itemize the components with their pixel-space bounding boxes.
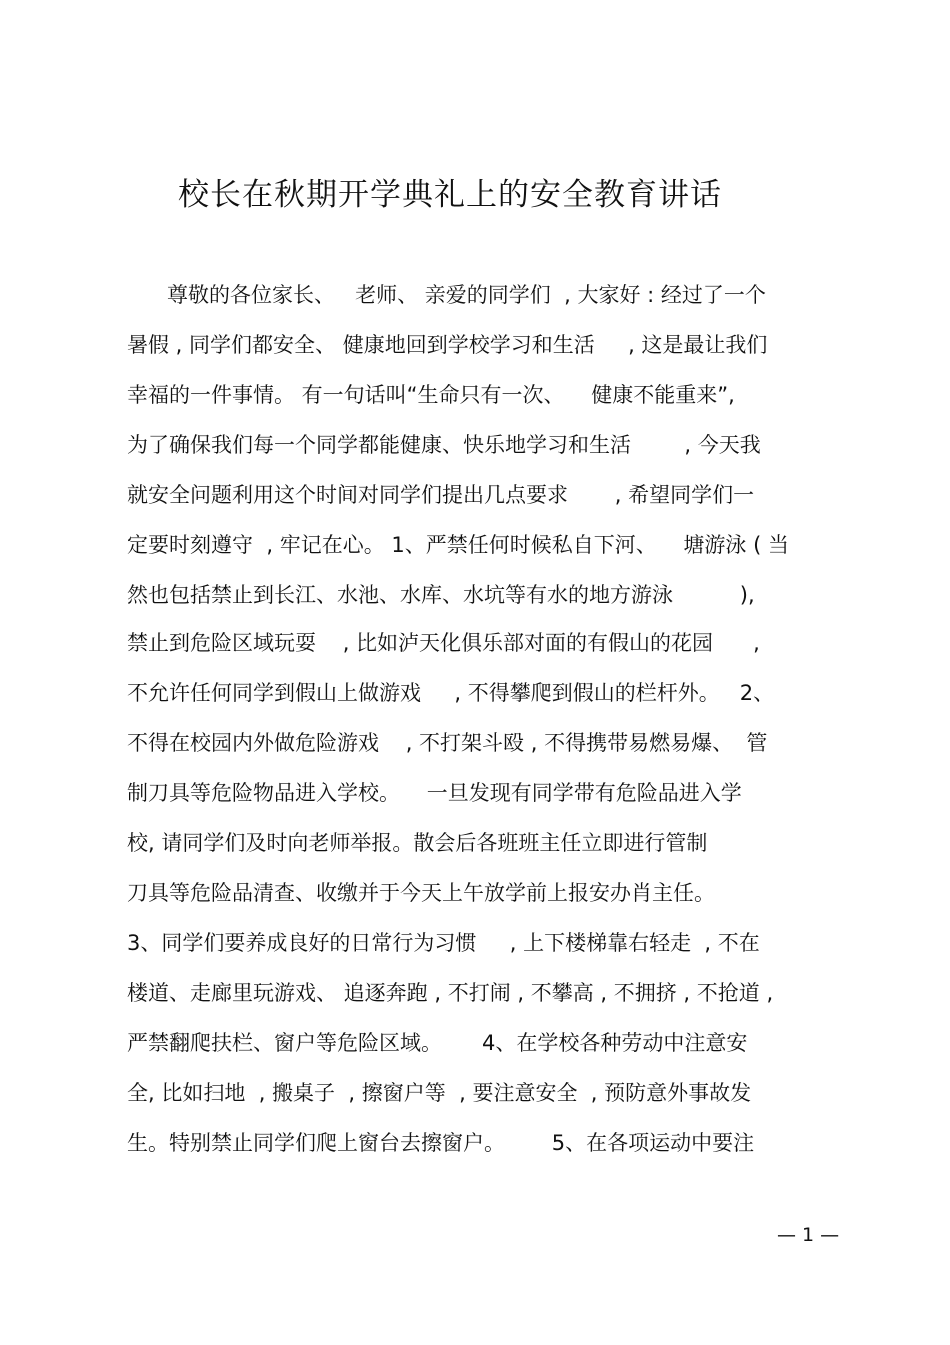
body-line-12: 校, 请同学们及时向老师举报。散会后各班班主任立即进行管制 <box>127 831 708 855</box>
body-line-15: 楼道、走廊里玩游戏、 追逐奔跑 , 不打闹 , 不攀高 , 不拥挤 , 不抢道 , <box>127 981 774 1005</box>
body-line-5: 就安全问题利用这个时间对同学们提出几点要求 , 希望同学们一 <box>127 483 755 507</box>
page-number: — 1 — <box>777 1224 840 1246</box>
body-line-10: 不得在校园内外做危险游戏 , 不打架斗殴 , 不得携带易燃易爆、 管 <box>127 731 768 755</box>
body-line-6: 定要时刻遵守 , 牢记在心。 1、严禁任何时候私自下河、 塘游泳 ( 当 <box>127 533 789 557</box>
body-line-7: 然也包括禁止到长江、水池、水库、水坑等有水的地方游泳 ), <box>127 583 755 607</box>
body-line-4: 为了确保我们每一个同学都能健康、快乐地学习和生活 , 今天我 <box>127 433 761 457</box>
body-line-11: 制刀具等危险物品进入学校。 一旦发现有同学带有危险品进入学 <box>127 781 742 805</box>
body-line-14: 3、同学们要养成良好的日常行为习惯 , 上下楼梯靠右轻走 , 不在 <box>127 931 760 955</box>
body-line-13: 刀具等危险品清查、收缴并于今天上午放学前上报安办肖主任。 <box>127 881 715 905</box>
body-line-16: 严禁翻爬扶栏、窗户等危险区域。 4、在学校各种劳动中注意安 <box>127 1031 748 1055</box>
body-line-17: 全, 比如扫地 , 搬桌子 , 擦窗户等 , 要注意安全 , 预防意外事故发 <box>127 1081 752 1105</box>
body-line-18: 生。特别禁止同学们爬上窗台去擦窗户。 5、在各项运动中要注 <box>127 1131 755 1155</box>
body-line-8: 禁止到危险区域玩耍 , 比如泸天化俱乐部对面的有假山的花园 , <box>127 631 760 655</box>
body-line-1: 尊敬的各位家长、 老师、 亲爱的同学们 , 大家好 : 经过了一个 <box>127 283 766 307</box>
document-title: 校长在秋期开学典礼上的安全教育讲话 <box>178 177 722 213</box>
body-line-2: 暑假 , 同学们都安全、 健康地回到学校学习和生活 , 这是最让我们 <box>127 333 768 357</box>
body-line-3: 幸福的一件事情。 有一句话叫“生命只有一次、 健康不能重来”, <box>127 383 735 407</box>
body-line-9: 不允许任何同学到假山上做游戏 , 不得攀爬到假山的栏杆外。 2、 <box>127 681 775 705</box>
